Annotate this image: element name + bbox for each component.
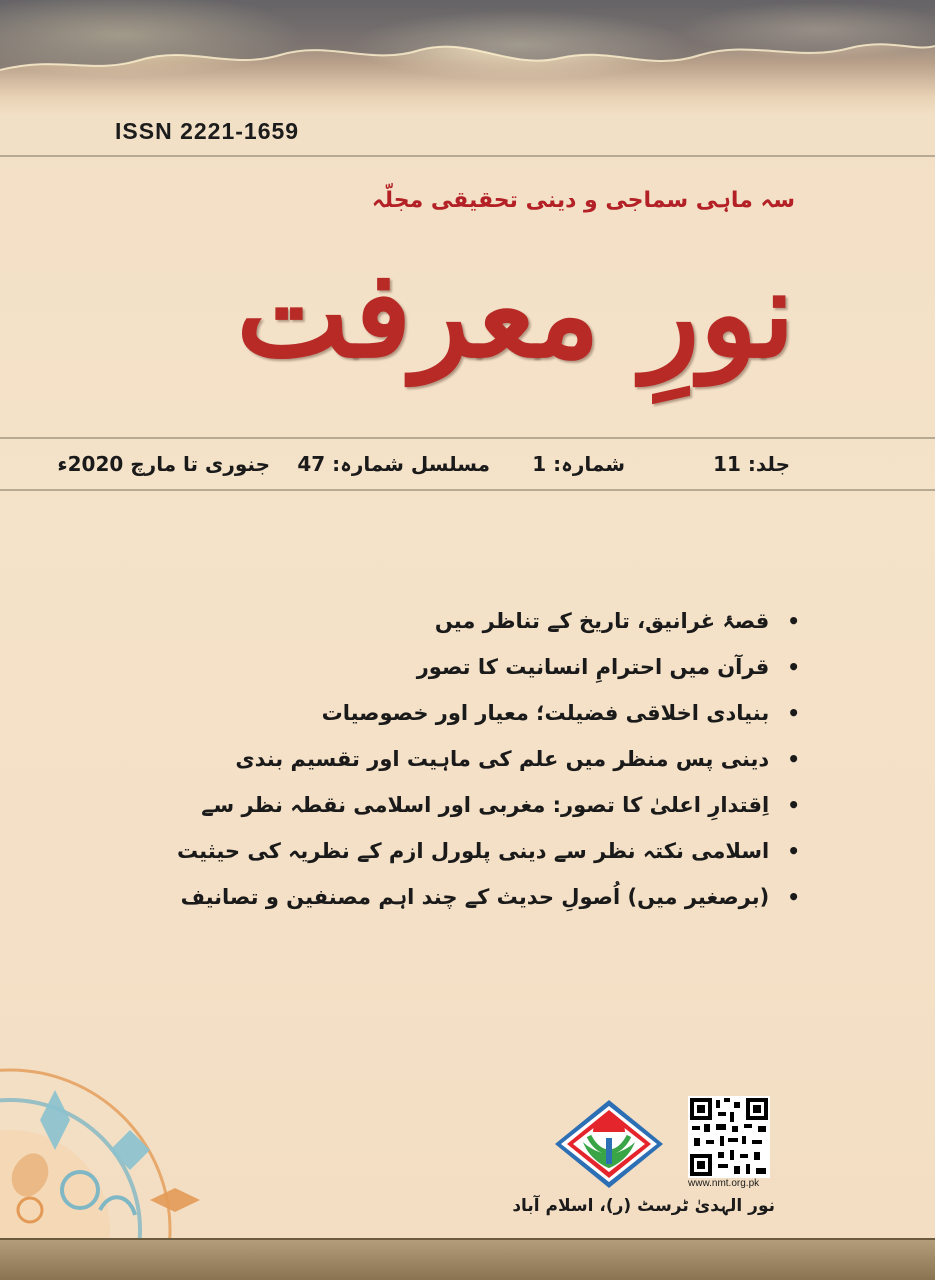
- issue-info-row: [57, 452, 790, 484]
- contents-item: •اِقتدارِ اعلیٰ کا تصور: مغربی اور اسلامی نقطہ نظر سے: [240, 782, 800, 828]
- issue-period: جنوری تا مارچ 2020ء: [57, 452, 270, 476]
- organization-logo-icon: [553, 1098, 665, 1190]
- volume: جلد: 11: [713, 452, 790, 476]
- journal-subtitle: سہ ماہی سماجی و دینی تحقیقی مجلّہ: [371, 188, 795, 213]
- bullet: •: [787, 701, 800, 725]
- clouds-graphic: [0, 0, 935, 115]
- bullet: •: [787, 655, 800, 679]
- contents-item: •قرآن میں احترامِ انسانیت کا تصور: [240, 644, 800, 690]
- bottom-band-line: [0, 1238, 935, 1240]
- qr-code-icon[interactable]: [688, 1096, 770, 1178]
- info-top-divider: [0, 437, 935, 439]
- issn: ISSN 2221-1659: [115, 118, 300, 144]
- bullet: •: [787, 793, 800, 817]
- website-url[interactable]: www.nmt.org.pk: [688, 1178, 760, 1189]
- contents-item: •دینی پس منظر میں علم کی ماہیت اور تقسیم بندی: [240, 736, 800, 782]
- info-bottom-divider: [0, 489, 935, 491]
- journal-title: نورِ معرفت: [236, 244, 795, 385]
- sky-banner: [0, 0, 935, 115]
- serial-number: مسلسل شمارہ: 47: [297, 452, 490, 476]
- publisher-name: نور الہدیٰ ٹرسٹ (ر)، اسلام آباد: [512, 1196, 775, 1216]
- top-divider: [0, 155, 935, 157]
- bullet: •: [787, 747, 800, 771]
- contents-item: •بنیادی اخلاقی فضیلت؛ معیار اور خصوصیات: [240, 690, 800, 736]
- floral-ornament-icon: [0, 1060, 220, 1240]
- bullet: •: [787, 609, 800, 633]
- bullet: •: [787, 839, 800, 863]
- contents-item: •(برصغیر میں) اُصولِ حدیث کے چند اہم مصنفین و تصانیف: [240, 874, 800, 920]
- bullet: •: [787, 885, 800, 909]
- contents-item: •اسلامی نکتہ نظر سے دینی پلورل ازم کے نظریہ کی حیثیت: [240, 828, 800, 874]
- contents-item: •قصۂ غرانیق، تاریخ کے تناظر میں: [240, 598, 800, 644]
- bottom-band: [0, 1238, 935, 1280]
- contents-list: [176, 598, 800, 920]
- issue-number: شمارہ: 1: [532, 452, 625, 476]
